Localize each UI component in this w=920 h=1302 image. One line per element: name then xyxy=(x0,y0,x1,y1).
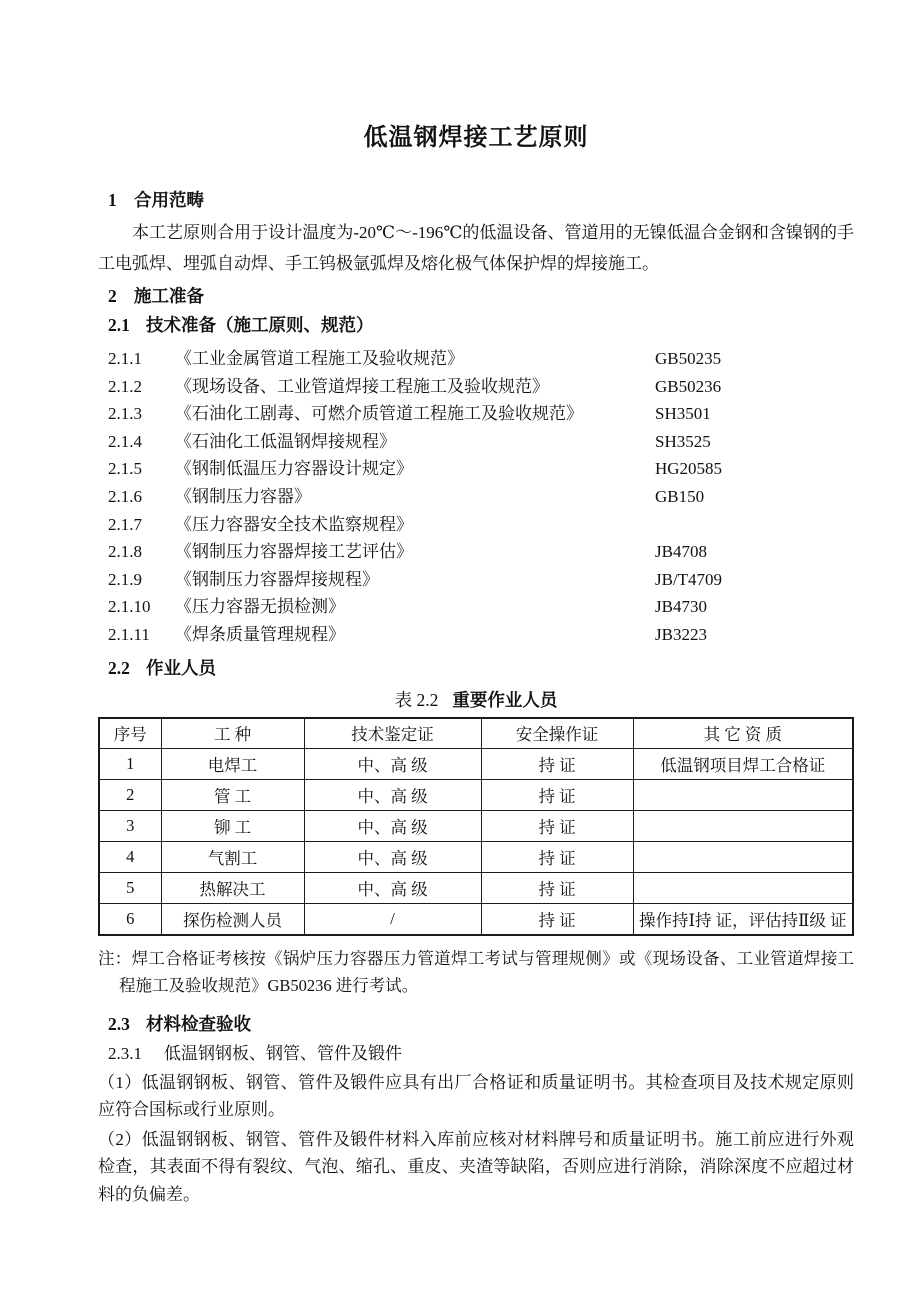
cell-index: 6 xyxy=(99,904,161,935)
standard-title: 《压力容器无损检测》 xyxy=(175,597,345,617)
doc-title: 低温钢焊接工艺原则 xyxy=(363,125,589,151)
cell-tech-cert: 中、高 级 xyxy=(304,780,481,811)
standard-title: 《钢制压力容器焊接工艺评估》 xyxy=(175,542,413,562)
standard-item xyxy=(98,483,854,511)
section-title: 作业人员 xyxy=(146,657,216,678)
section-title: 技术准备（施工原则、规范） xyxy=(146,315,374,335)
standard-title: 《现场设备、工业管道焊接工程施工及验收规范》 xyxy=(175,376,549,396)
table-row xyxy=(99,873,853,904)
cell-index: 3 xyxy=(99,811,161,842)
cell-other-qual xyxy=(633,873,853,904)
standard-number: 2.1.6 xyxy=(108,486,142,506)
standard-item xyxy=(98,400,854,428)
section-heading-2-3 xyxy=(108,1011,854,1037)
cell-trade: 管 工 xyxy=(161,780,304,811)
standard-item xyxy=(98,593,854,621)
table-row xyxy=(99,749,853,780)
table-row xyxy=(99,904,853,935)
header-tech-cert: 技术鉴定证 xyxy=(304,718,481,749)
section-title: 合用范畴 xyxy=(134,190,204,210)
standard-item xyxy=(98,538,854,566)
material-paragraph-2: （2）低温钢钢板、钢管、管件及锻件材料入库前应核对材料牌号和质量证明书。施工前应进行外观检查，其表面不得有裂纹、气泡、缩孔、重皮、夹渣等缺陷，否则应进行消除，消除深度不应超过材料的负偏差。 xyxy=(98,1129,854,1204)
standard-item xyxy=(98,566,854,594)
standard-number: 2.1.4 xyxy=(108,431,142,451)
header-index: 序号 xyxy=(99,718,161,749)
cell-other-qual xyxy=(633,811,853,842)
table-row xyxy=(99,842,853,873)
header-safety-cert: 安全操作证 xyxy=(481,718,633,749)
section-number: 2.3 xyxy=(108,1013,130,1034)
scope-paragraph: 本工艺原则合用于设计温度为-20℃～-196℃的低温设备、管道用的无镍低温合金钢和含镍钢的手工电弧焊、埋弧自动焊、手工钨极氩弧焊及熔化极气体保护焊的焊接施工。 xyxy=(98,223,854,273)
standard-code: SH3501 xyxy=(655,404,711,424)
section-number: 2.1 xyxy=(108,315,130,335)
standard-code: JB4708 xyxy=(655,542,707,562)
section-heading-2 xyxy=(108,284,854,308)
standard-title: 《钢制压力容器焊接规程》 xyxy=(175,569,379,589)
standard-number: 2.1.5 xyxy=(108,459,142,479)
cell-tech-cert: 中、高 级 xyxy=(304,749,481,780)
cell-trade: 铆 工 xyxy=(161,811,304,842)
standard-title: 《石油化工剧毒、可燃介质管道工程施工及验收规范》 xyxy=(175,404,583,424)
standard-number: 2.1.10 xyxy=(108,597,151,617)
material-paragraph-1: （1）低温钢钢板、钢管、管件及锻件应具有出厂合格证和质量证明书。其检查项目及技术规定原则应符合国标或行业原则。 xyxy=(98,1072,854,1120)
standard-code: GB50236 xyxy=(655,376,722,396)
standard-code: HG20585 xyxy=(655,459,723,479)
standard-number: 2.1.1 xyxy=(108,349,142,368)
cell-tech-cert: 中、高 级 xyxy=(304,811,481,842)
cell-trade: 探伤检测人员 xyxy=(161,904,304,935)
section-number: 2.2 xyxy=(108,657,130,678)
cell-tech-cert: 中、高 级 xyxy=(304,873,481,904)
standard-number: 2.1.7 xyxy=(108,514,142,534)
standard-title: 《石油化工低温钢焊接规程》 xyxy=(175,431,396,451)
standard-code: GB150 xyxy=(655,486,705,506)
standard-title: 《钢制压力容器》 xyxy=(175,486,311,506)
standard-code: JB3223 xyxy=(655,624,707,644)
table-row xyxy=(99,811,853,842)
standard-title: 《焊条质量管理规程》 xyxy=(175,624,345,644)
standard-item xyxy=(98,345,854,373)
cell-tech-cert: / xyxy=(304,904,481,935)
cell-index: 1 xyxy=(99,749,161,780)
standard-item xyxy=(98,428,854,456)
table-row xyxy=(99,780,853,811)
cell-other-qual: 低温钢项目焊工合格证 xyxy=(633,749,853,780)
cell-index: 4 xyxy=(99,842,161,873)
cell-other-qual xyxy=(633,842,853,873)
table-footnote: 注：焊工合格证考核按《锅炉压力容器压力管道焊工考试与管理规侧》或《现场设备、工业管道焊接工程施工及验收规范》GB50236 进行考试。 xyxy=(98,948,854,995)
cell-trade: 热解决工 xyxy=(161,873,304,904)
standard-code: GB50235 xyxy=(655,349,722,368)
table-caption-label: 表 2.2 xyxy=(394,689,439,710)
standard-number: 2.1.8 xyxy=(108,542,142,562)
standard-code: JB/T4709 xyxy=(655,569,723,589)
cell-index: 2 xyxy=(99,780,161,811)
standard-number: 2.1.11 xyxy=(108,624,150,644)
standard-item xyxy=(98,373,854,401)
cell-tech-cert: 中、高 级 xyxy=(304,842,481,873)
section-title: 低温钢钢板、钢管、管件及锻件 xyxy=(164,1043,402,1063)
cell-safety-cert: 持 证 xyxy=(481,749,633,780)
standard-title: 《压力容器安全技术监察规程》 xyxy=(175,514,413,534)
standard-item xyxy=(98,511,854,539)
section-heading-2-2 xyxy=(108,655,854,681)
section-title: 施工准备 xyxy=(134,286,204,306)
table-header-row xyxy=(99,718,853,749)
standard-number: 2.1.3 xyxy=(108,404,142,424)
header-other-qual: 其 它 资 质 xyxy=(633,718,853,749)
standard-number: 2.1.2 xyxy=(108,376,142,396)
section-number: 2.3.1 xyxy=(108,1043,142,1063)
standards-list xyxy=(98,345,854,649)
section-title: 材料检查验收 xyxy=(146,1013,251,1034)
standard-item xyxy=(98,621,854,649)
standard-code: JB4730 xyxy=(655,597,707,617)
cell-other-qual xyxy=(633,780,853,811)
section-heading-2-3-1 xyxy=(108,1040,854,1067)
standard-number: 2.1.9 xyxy=(108,569,142,589)
cell-safety-cert: 持 证 xyxy=(481,811,633,842)
standard-title: 《钢制低温压力容器设计规定》 xyxy=(175,459,413,479)
section-heading-1 xyxy=(108,188,854,212)
standard-item xyxy=(98,455,854,483)
cell-trade: 电焊工 xyxy=(161,749,304,780)
standard-code: SH3525 xyxy=(655,431,711,451)
cell-safety-cert: 持 证 xyxy=(481,873,633,904)
table-caption xyxy=(98,688,854,712)
personnel-table xyxy=(98,717,854,936)
section-number: 2 xyxy=(108,286,117,306)
cell-index: 5 xyxy=(99,873,161,904)
cell-safety-cert: 持 证 xyxy=(481,904,633,935)
header-trade: 工 种 xyxy=(161,718,304,749)
table-caption-title: 重要作业人员 xyxy=(452,689,558,710)
standard-code xyxy=(655,511,854,539)
cell-other-qual: 操作持Ⅰ持 证，评估持Ⅱ级 证 xyxy=(633,904,853,935)
cell-trade: 气割工 xyxy=(161,842,304,873)
section-heading-2-1 xyxy=(108,312,854,338)
section-number: 1 xyxy=(108,190,117,210)
cell-safety-cert: 持 证 xyxy=(481,780,633,811)
cell-safety-cert: 持 证 xyxy=(481,842,633,873)
standard-title: 《工业金属管道工程施工及验收规范》 xyxy=(175,349,464,368)
